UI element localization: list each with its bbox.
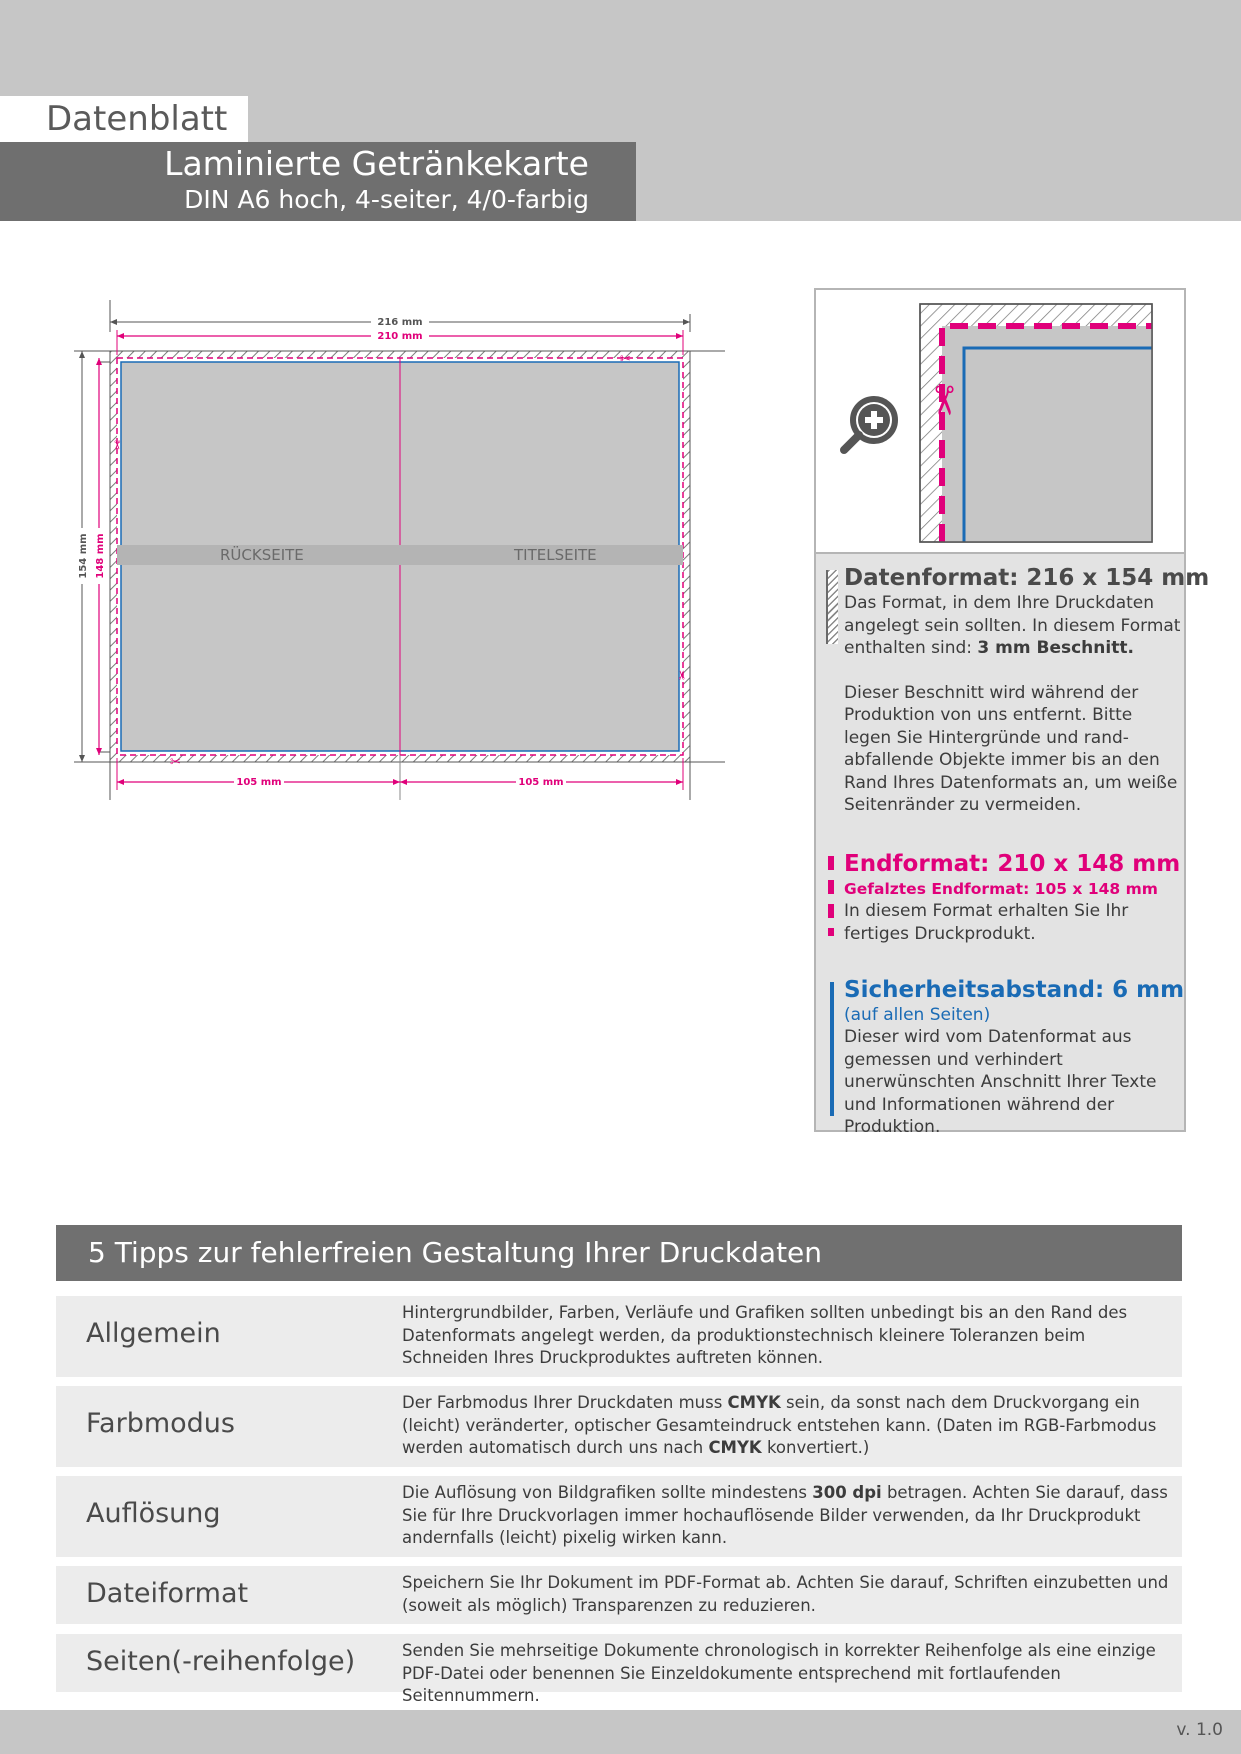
- safety-legend-marker: [830, 982, 834, 1116]
- page-subtitle: DIN A6 hoch, 4-seiter, 4/0-farbig: [184, 185, 589, 214]
- front-page-label: TITELSEITE: [514, 546, 597, 564]
- page-title: Laminierte Getränkekarte: [164, 144, 589, 183]
- magnifier-icon: [844, 399, 895, 450]
- document-label: Datenblatt: [0, 96, 248, 142]
- tip-value: Der Farbmodus Ihrer Druckdaten muss CMYK sein, da sonst nach dem Druckvorgang ein (leicht) veränderter, optischer Gesamteindruck entstehen kann. (Daten im RGB-Farbmodus werden automatisch durch uns nach CMYK konvertiert.): [402, 1393, 1157, 1458]
- tip-value: Hintergrundbilder, Farben, Verläufe und Grafiken sollten unbedingt bis an den Rand des Datenformats angelegt werden, da produktionstechnisch kleinere Toleranzen beim Schneiden Ihres Druckproduktes auftreten können.: [402, 1303, 1128, 1368]
- zoom-detail: [816, 290, 1184, 554]
- tip-row: [56, 1296, 1182, 1377]
- sicherheit-text: Dieser wird vom Datenformat aus gemessen und verhindert unerwünschten Anschnitt Ihrer Texte und Informationen während der Produktion.: [844, 1027, 1157, 1137]
- scissors-icon: ✂: [620, 352, 631, 367]
- zoom-scissors-icon: [920, 384, 966, 418]
- width-inner-label: 210 mm: [377, 331, 423, 342]
- right-half-label: 105 mm: [518, 777, 564, 788]
- sicherheit-heading: Sicherheitsabstand: 6 mm: [844, 977, 1185, 1003]
- datenformat-heading: Datenformat: 216 x 154 mm: [844, 565, 1210, 591]
- format-diagram: [60, 300, 760, 820]
- footer: [0, 1710, 1241, 1754]
- format-diagram-graphic: [60, 300, 760, 820]
- page-label-band: [117, 545, 683, 565]
- title-bar: [0, 142, 636, 221]
- version-label: v. 1.0: [1176, 1720, 1223, 1740]
- svg-text:✂: ✂: [920, 384, 966, 418]
- tip-row: [56, 1566, 1182, 1624]
- scissors-icon: ✂: [110, 440, 124, 451]
- endformat-heading: Endformat: 210 x 148 mm: [844, 851, 1181, 877]
- height-outer-label: 154 mm: [78, 533, 89, 579]
- tip-key: Auflösung: [86, 1498, 221, 1529]
- tip-key: Dateiformat: [86, 1578, 249, 1609]
- endformat-section: [844, 850, 1184, 945]
- tip-value: Die Auflösung von Bildgrafiken sollte mindestens 300 dpi betragen. Achten Sie darauf, dass Sie für Ihre Druckvorlagen immer hochauflösende Bilder verwenden, da Ihr Druckprodukt andernfalls (leicht) pixelig wirken kann.: [402, 1483, 1168, 1548]
- scissors-icon: ✂: [170, 755, 181, 770]
- beschnitt-text: Dieser Beschnitt wird während der Produktion von uns entfernt. Bitte legen Sie Hintergründe und rand-abfallende Objekte immer bis an den Rand Ihres Datenformats an, um weiße Seitenränder zu vermeiden.: [844, 682, 1178, 815]
- sicherheit-section: [844, 976, 1184, 1139]
- tip-key: Allgemein: [86, 1318, 221, 1349]
- tip-row: [56, 1634, 1182, 1706]
- trim-legend-marker: [828, 856, 834, 936]
- tips-title: 5 Tipps zur fehlerfreien Gestaltung Ihrer Druckdaten: [88, 1236, 823, 1269]
- tip-value: Speichern Sie Ihr Dokument im PDF-Format ab. Achten Sie darauf, Schriften einzubetten und (soweit als möglich) Transparenzen zu reduzieren.: [402, 1573, 1169, 1615]
- tip-key: Farbmodus: [86, 1408, 235, 1439]
- tips-header: [56, 1225, 1182, 1281]
- back-page-label: RÜCKSEITE: [220, 546, 304, 564]
- datenformat-text: Das Format, in dem Ihre Druckdaten angelegt sein sollten. In diesem Format enthalten sind: 3 mm Beschnitt.: [844, 593, 1181, 658]
- endformat-text: In diesem Format erhalten Sie Ihr fertiges Druckprodukt.: [844, 901, 1129, 944]
- tip-key: Seiten(-reihenfolge): [86, 1646, 356, 1677]
- height-inner-label: 148 mm: [95, 533, 106, 579]
- datenformat-section: [844, 564, 1210, 817]
- left-half-label: 105 mm: [236, 777, 282, 788]
- tip-row: [56, 1386, 1182, 1467]
- tip-value: Senden Sie mehrseitige Dokumente chronologisch in korrekter Reihenfolge als eine einzige PDF-Datei oder benennen Sie Einzeldokumente entsprechend mit fortlaufenden Seitennummern.: [402, 1641, 1156, 1706]
- scissors-icon: ✂: [675, 669, 689, 680]
- width-outer-label: 216 mm: [377, 317, 423, 328]
- endformat-sub: Gefalztes Endformat: 105 x 148 mm: [844, 880, 1158, 898]
- info-panel: [814, 288, 1210, 1137]
- sicherheit-sub: (auf allen Seiten): [844, 1005, 991, 1025]
- bleed-legend-marker: [826, 570, 838, 644]
- tip-row: [56, 1476, 1182, 1557]
